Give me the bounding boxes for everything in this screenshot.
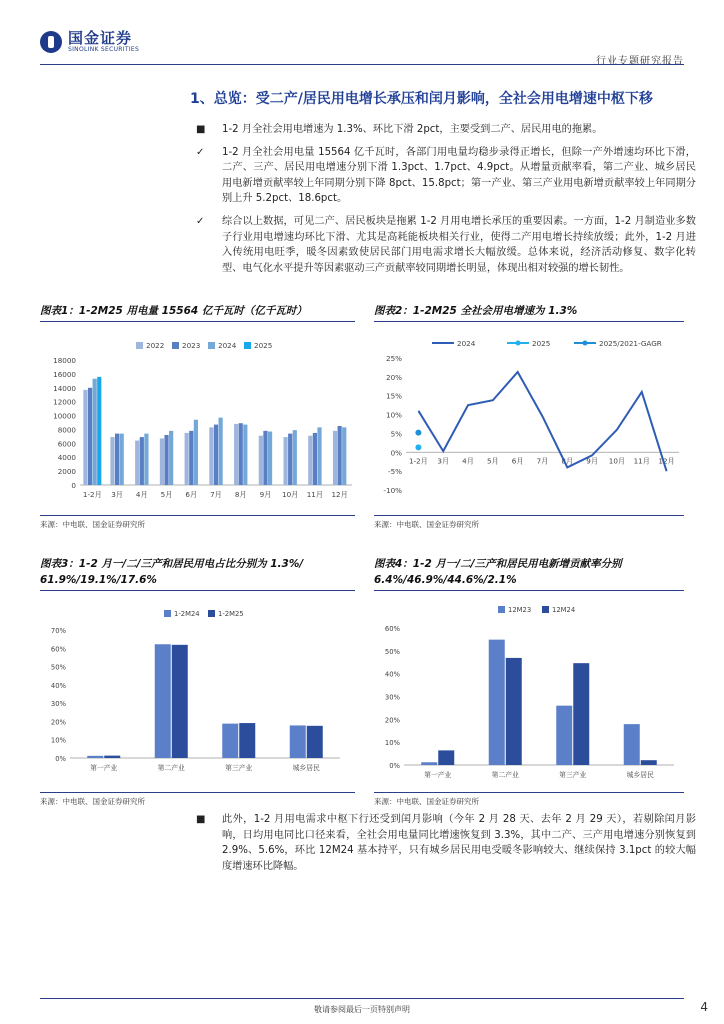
footer-disclaimer: 敬请参阅最后一页特别声明 bbox=[314, 1005, 410, 1014]
legend-swatch bbox=[172, 342, 179, 349]
bar-2024 bbox=[144, 434, 148, 485]
bar-1-2M25 bbox=[307, 726, 323, 758]
x-tick-label: 第二产业 bbox=[157, 764, 185, 772]
x-tick-label: 11月 bbox=[306, 490, 324, 499]
bar-2023 bbox=[115, 434, 119, 485]
bar-2023 bbox=[88, 388, 92, 485]
y-tick-label: 50% bbox=[50, 663, 66, 672]
x-tick-label: 城乡居民 bbox=[626, 771, 654, 779]
bar-2023 bbox=[189, 431, 193, 485]
bar-2024 bbox=[169, 431, 173, 485]
bar-2023 bbox=[338, 426, 342, 485]
bar-2022 bbox=[333, 431, 337, 485]
bar-12M24 bbox=[641, 760, 657, 765]
legend-label: 2022 bbox=[146, 341, 165, 350]
logo-english-name: SINOLINK SECURITIES bbox=[68, 46, 140, 53]
y-tick-label: 10000 bbox=[53, 411, 76, 421]
figure4-divider bbox=[374, 590, 684, 591]
legend-label: 1-2M25 bbox=[218, 610, 244, 618]
bar-2024 bbox=[293, 430, 297, 485]
bar-1-2M24 bbox=[222, 724, 238, 758]
y-tick-label: 20% bbox=[384, 716, 400, 725]
square-bullet-icon: ■ bbox=[196, 124, 206, 135]
y-tick-label: 14000 bbox=[53, 383, 76, 393]
legend-label: 2024 bbox=[457, 339, 476, 348]
bullet-item bbox=[196, 145, 696, 207]
legend-swatch bbox=[498, 606, 505, 613]
figure2-bottom-divider bbox=[374, 515, 684, 516]
y-tick-label: 30% bbox=[50, 700, 66, 709]
bullet-list bbox=[196, 122, 696, 283]
bar-12M23 bbox=[556, 706, 572, 765]
bullet-text: 此外，1-2 月用电需求中枢下行还受到闰月影响（今年 2 月 28 天、去年 2 月 29 天），若剔除闰月影响，日均用电同比口径来看，全社会用电量同比增速恢复到 3.3%，其中二产、三产用电增速分别恢复到 2.9%、5.6%，环比 12M24 基本持平，只有城乡居民用电受暖冬影响较大、继续保持 3.1pct 的较大幅度增速环比降幅。 bbox=[222, 814, 696, 872]
legend-swatch bbox=[164, 610, 171, 617]
legend-swatch bbox=[244, 342, 251, 349]
x-tick-label: 10月 bbox=[608, 456, 626, 466]
y-tick-label: 0% bbox=[389, 762, 400, 770]
bar-2022 bbox=[209, 427, 213, 485]
figure1-bottom-divider bbox=[40, 515, 355, 516]
x-tick-label: 7月 bbox=[536, 456, 549, 466]
legend-label: 12M23 bbox=[508, 606, 532, 614]
bar-2022 bbox=[259, 436, 263, 485]
y-tick-label: 8000 bbox=[57, 425, 76, 435]
y-tick-label: 0 bbox=[71, 481, 76, 490]
figure3-divider bbox=[40, 590, 355, 591]
y-tick-label: 25% bbox=[386, 354, 402, 363]
legend-swatch bbox=[208, 610, 215, 617]
figure1-source: 来源：中电联、国金证券研究所 bbox=[40, 520, 145, 529]
bar-2023 bbox=[214, 425, 218, 485]
bar-12M23 bbox=[624, 724, 640, 765]
x-tick-label: 7月 bbox=[210, 490, 222, 499]
figure4-title bbox=[374, 556, 684, 588]
bar-1-2M25 bbox=[239, 723, 255, 758]
bar-1-2M24 bbox=[290, 725, 306, 758]
x-tick-label: 第二产业 bbox=[491, 771, 519, 779]
bar-2023 bbox=[263, 431, 267, 485]
legend-label: 2023 bbox=[182, 341, 201, 350]
figure2-chart bbox=[374, 330, 689, 515]
bar-2022 bbox=[234, 424, 238, 485]
figure4-source: 来源：中电联、国金证券研究所 bbox=[374, 797, 479, 806]
figure3-source: 来源：中电联、国金证券研究所 bbox=[40, 797, 145, 806]
y-tick-label: 2000 bbox=[57, 467, 76, 477]
bar-2023 bbox=[288, 434, 292, 485]
logo-chinese-name: 国金证券 bbox=[68, 29, 133, 47]
bullet-text: 综合以上数据，可见二产、居民板块是拖累 1-2 月用电增长承压的重要因素。一方面，1-2 月制造业多数子行业用电增速均环比下滑、尤其是高耗能板块相关行业，使得二产用电增长持续放缓；此外，1-2 月进入传统用电旺季，暖冬因素致使居民部门用电需求增长大幅放缓。总体来说，经济活动修复、数字化转型、电气化水平提升等因素驱动三产贡献率较同期增长明显，体现出相对较强的增长韧性。 bbox=[222, 215, 696, 274]
page-number: 4 bbox=[700, 1000, 708, 1014]
x-tick-label: 12月 bbox=[658, 456, 675, 466]
x-tick-label: 6月 bbox=[185, 490, 198, 499]
x-tick-label: 6月 bbox=[511, 456, 524, 466]
y-tick-label: 20% bbox=[386, 372, 402, 382]
checkmark-icon: ✓ bbox=[196, 146, 205, 158]
y-tick-label: 40% bbox=[384, 670, 400, 679]
bottom-bullet-list bbox=[196, 812, 696, 881]
y-tick-label: 70% bbox=[50, 627, 66, 635]
bullet-text: 1-2 月全社会用电增速为 1.3%、环比下滑 2pct，主要受到二产、居民用电的拖累。 bbox=[222, 124, 603, 135]
x-tick-label: 3月 bbox=[437, 456, 450, 466]
bar-2022 bbox=[135, 441, 139, 485]
bar-12M23 bbox=[421, 762, 437, 765]
x-tick-label: 第一产业 bbox=[424, 771, 452, 779]
bar-12M24 bbox=[573, 663, 589, 765]
bar-2024 bbox=[93, 379, 97, 485]
bar-2022 bbox=[160, 438, 164, 485]
x-tick-label: 1-2月 bbox=[408, 456, 428, 466]
y-tick-label: 0% bbox=[55, 755, 66, 763]
figure3-title-line2: 61.9%/19.1%/17.6% bbox=[40, 574, 157, 586]
y-tick-label: 5% bbox=[390, 429, 402, 439]
section-title: 1、总览：受二产/居民用电增长承压和闰月影响，全社会用电增速中枢下移 bbox=[190, 91, 653, 107]
figure4-title-line2: 6.4%/46.9%/44.6%/2.1% bbox=[374, 574, 517, 586]
figure4-bottom-divider bbox=[374, 792, 684, 793]
legend-marker bbox=[516, 341, 521, 346]
legend-label: 2024 bbox=[218, 341, 237, 350]
legend-label: 2025 bbox=[532, 339, 551, 348]
legend-label: 2025/2021-GAGR bbox=[599, 339, 662, 348]
figure1-chart bbox=[40, 330, 360, 515]
y-tick-label: 50% bbox=[384, 647, 400, 656]
y-tick-label: 10% bbox=[384, 739, 400, 748]
bar-1-2M24 bbox=[87, 756, 103, 758]
figure2-title: 图表2：1-2M25 全社会用电增速为 1.3% bbox=[374, 305, 578, 317]
bar-2024 bbox=[120, 434, 124, 485]
x-tick-label: 第三产业 bbox=[559, 771, 587, 779]
x-tick-label: 8月 bbox=[234, 490, 247, 499]
figure3-bottom-divider bbox=[40, 792, 355, 793]
y-tick-label: 60% bbox=[50, 645, 66, 654]
x-tick-label: 城乡居民 bbox=[292, 764, 320, 772]
figure1-divider bbox=[40, 321, 355, 322]
x-tick-label: 3月 bbox=[111, 490, 123, 499]
x-tick-label: 第一产业 bbox=[90, 764, 118, 772]
bar-12M24 bbox=[438, 750, 454, 765]
y-tick-label: 12000 bbox=[53, 397, 76, 407]
bar-2022 bbox=[83, 390, 87, 485]
bar-1-2M25 bbox=[172, 645, 188, 758]
figure4-title-line1: 图表4：1-2 月一/二/三产和居民用电新增贡献率分别 bbox=[374, 558, 622, 570]
y-tick-label: -5% bbox=[388, 467, 402, 477]
legend-label: 12M24 bbox=[552, 606, 576, 614]
bar-2022 bbox=[283, 437, 287, 485]
legend-swatch bbox=[136, 342, 143, 349]
legend-swatch bbox=[542, 606, 549, 613]
y-tick-label: 18000 bbox=[53, 356, 76, 365]
bar-2022 bbox=[185, 433, 189, 485]
bar-1-2M25 bbox=[104, 756, 120, 758]
y-tick-label: 0% bbox=[390, 448, 402, 458]
bullet-item bbox=[196, 812, 696, 874]
legend-marker bbox=[583, 341, 588, 346]
bar-2024 bbox=[342, 427, 346, 485]
figure3-title-line1: 图表3：1-2 月一/二/三产和居民用电占比分别为 1.3%/ bbox=[40, 558, 304, 570]
bar-2022 bbox=[308, 436, 312, 485]
bar-2023 bbox=[239, 423, 243, 485]
x-tick-label: 4月 bbox=[462, 456, 474, 466]
point-2025 bbox=[415, 444, 421, 450]
y-tick-label: -10% bbox=[383, 486, 402, 495]
bar-2025 bbox=[97, 377, 101, 485]
x-tick-label: 第三产业 bbox=[225, 764, 253, 772]
bullet-text: 1-2 月全社会用电量 15564 亿千瓦时，各部门用电量均稳步录得正增长，但除一产外增速均环比下滑，二产、三产、居民用电增速分别下滑 1.3pct、1.7pct、4.9pct。从增量贡献率看，第二产业、城乡居民用电新增贡献率较上年同期分别下降 8pct、15.8pct；第一产业、第三产业用电新增贡献率较上年同期分别上升 5.2pct、18.6pct。 bbox=[222, 146, 696, 205]
bar-12M24 bbox=[506, 658, 522, 765]
y-tick-label: 20% bbox=[50, 718, 66, 727]
bar-2023 bbox=[140, 437, 144, 485]
x-tick-label: 11月 bbox=[633, 456, 650, 466]
bullet-item bbox=[196, 214, 696, 276]
figure2-source: 来源：中电联、国金证券研究所 bbox=[374, 520, 479, 529]
bar-12M23 bbox=[489, 640, 505, 765]
checkmark-icon: ✓ bbox=[196, 215, 205, 227]
bar-2024 bbox=[243, 425, 247, 485]
x-tick-label: 1-2月 bbox=[82, 490, 102, 499]
legend-swatch bbox=[208, 342, 215, 349]
point-2025/2021-GAGR bbox=[415, 430, 421, 436]
x-tick-label: 10月 bbox=[282, 490, 299, 499]
x-tick-label: 4月 bbox=[135, 490, 148, 499]
y-tick-label: 15% bbox=[386, 391, 402, 401]
bar-2024 bbox=[194, 420, 198, 485]
y-tick-label: 30% bbox=[384, 693, 400, 702]
figure3-chart bbox=[40, 598, 360, 790]
footer-divider bbox=[40, 998, 684, 999]
y-tick-label: 4000 bbox=[57, 453, 76, 463]
figure1-title: 图表1：1-2M25 用电量 15564 亿千瓦时（亿千瓦时） bbox=[40, 305, 307, 317]
y-tick-label: 60% bbox=[384, 625, 400, 633]
square-bullet-icon: ■ bbox=[196, 814, 206, 825]
bar-2023 bbox=[313, 433, 317, 485]
x-tick-label: 12月 bbox=[331, 490, 348, 499]
logo-mark-icon bbox=[40, 31, 62, 53]
y-tick-label: 10% bbox=[386, 410, 402, 420]
bar-1-2M24 bbox=[155, 644, 171, 758]
header-divider bbox=[40, 64, 684, 65]
bar-2024 bbox=[219, 418, 223, 485]
x-tick-label: 5月 bbox=[486, 456, 499, 466]
y-tick-label: 40% bbox=[50, 681, 66, 690]
y-tick-label: 10% bbox=[50, 736, 66, 745]
x-tick-label: 9月 bbox=[586, 456, 599, 466]
y-tick-label: 6000 bbox=[57, 439, 76, 449]
figure3-title bbox=[40, 556, 355, 588]
figure2-divider bbox=[374, 321, 684, 322]
bar-2023 bbox=[164, 435, 168, 485]
figure4-chart bbox=[374, 598, 689, 790]
legend-label: 1-2M24 bbox=[174, 610, 200, 618]
bar-2022 bbox=[110, 437, 114, 485]
company-logo bbox=[40, 30, 139, 53]
bullet-item bbox=[196, 122, 696, 138]
x-tick-label: 5月 bbox=[160, 490, 173, 499]
report-type-label: 行业专题研究报告 bbox=[596, 56, 684, 67]
bar-2024 bbox=[317, 427, 321, 485]
x-tick-label: 8月 bbox=[561, 456, 574, 466]
y-tick-label: 16000 bbox=[53, 369, 76, 379]
x-tick-label: 9月 bbox=[259, 490, 272, 499]
bar-2024 bbox=[268, 432, 272, 485]
legend-label: 2025 bbox=[254, 341, 273, 350]
